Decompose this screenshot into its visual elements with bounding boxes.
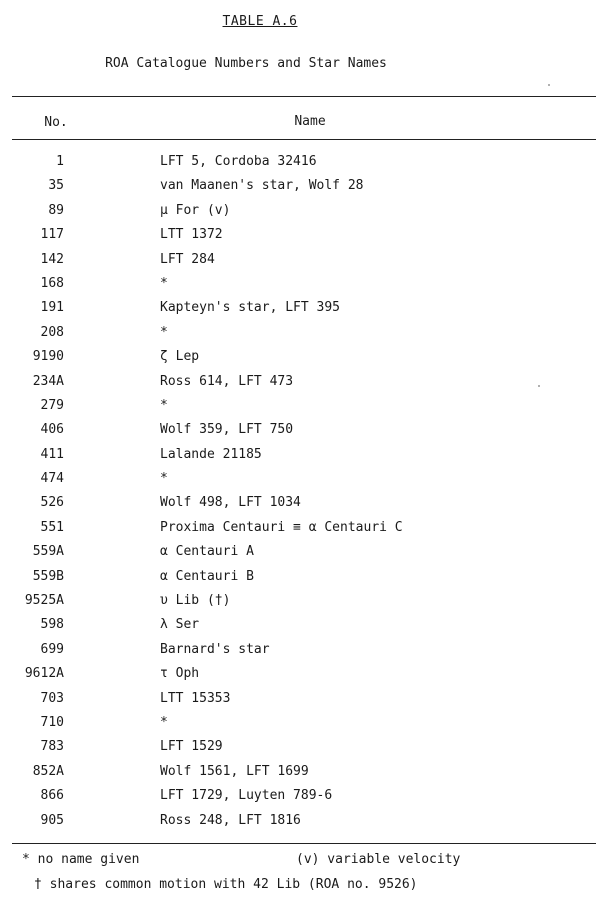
bottom-rule — [12, 843, 596, 844]
star-name: * — [160, 275, 168, 291]
catalogue-number: 559B — [32, 568, 64, 584]
table-title: TABLE A.6 — [222, 14, 298, 29]
catalogue-number: 35 — [48, 178, 64, 194]
table-row — [0, 418, 604, 442]
star-name: Ross 614, LFT 473 — [160, 373, 294, 389]
star-name: α Centauri A — [160, 544, 254, 560]
star-name: * — [160, 324, 168, 340]
catalogue-number: 9612A — [24, 666, 64, 682]
column-header-no: No. — [44, 115, 68, 130]
star-name: Lalande 21185 — [160, 446, 262, 462]
catalogue-number: 9190 — [32, 349, 64, 365]
star-name: τ Oph — [160, 666, 200, 682]
star-name: LTT 15353 — [160, 690, 231, 706]
catalogue-number: 142 — [40, 251, 64, 267]
catalogue-number: 234A — [32, 373, 64, 389]
catalogue-number: 89 — [48, 202, 64, 218]
catalogue-number: 526 — [40, 495, 64, 511]
table-row — [0, 662, 604, 686]
table-row — [0, 491, 604, 515]
catalogue-number: 866 — [40, 788, 64, 804]
table-row — [0, 272, 604, 296]
table-row — [0, 223, 604, 247]
catalogue-number: 191 — [40, 300, 64, 316]
table-row — [0, 735, 604, 759]
catalogue-number: 598 — [40, 617, 64, 633]
star-name: Barnard's star — [160, 641, 270, 657]
star-name: Kapteyn's star, LFT 395 — [160, 300, 341, 316]
star-name: LFT 1529 — [160, 739, 223, 755]
star-name: LFT 1729, Luyten 789-6 — [160, 788, 333, 804]
catalogue-number: 474 — [40, 471, 64, 487]
catalogue-number: 406 — [40, 422, 64, 438]
table-row — [0, 199, 604, 223]
footnote-common-motion: † shares common motion with 42 Lib (ROA no. 9526) — [34, 877, 418, 892]
catalogue-number: 117 — [40, 227, 64, 243]
table-row — [0, 613, 604, 637]
star-name: LTT 1372 — [160, 227, 223, 243]
star-name: υ Lib (†) — [160, 593, 231, 609]
table-row — [0, 565, 604, 589]
catalogue-number: 852A — [32, 763, 64, 779]
catalogue-number: 551 — [40, 519, 64, 535]
table-row — [0, 589, 604, 613]
star-name: LFT 284 — [160, 251, 215, 267]
table-row — [0, 345, 604, 369]
catalogue-number: 1 — [56, 154, 64, 169]
table-row — [0, 638, 604, 662]
star-name: * — [160, 397, 168, 413]
catalogue-number: 905 — [40, 812, 64, 828]
star-name: Wolf 498, LFT 1034 — [160, 495, 301, 511]
table-row — [0, 321, 604, 345]
table-body — [0, 150, 604, 833]
column-header-name: Name — [294, 114, 326, 129]
catalogue-number: 168 — [40, 275, 64, 291]
star-name: Wolf 1561, LFT 1699 — [160, 763, 309, 779]
table-row — [0, 467, 604, 491]
table-row — [0, 174, 604, 198]
header-rule — [12, 139, 596, 140]
star-name: * — [160, 714, 168, 730]
table-row — [0, 370, 604, 394]
catalogue-number: 783 — [40, 739, 64, 755]
star-name: Wolf 359, LFT 750 — [160, 422, 294, 438]
star-name: Ross 248, LFT 1816 — [160, 812, 301, 828]
star-name: Proxima Centauri ≡ α Centauri C — [160, 519, 403, 535]
table-row — [0, 248, 604, 272]
table-row — [0, 150, 604, 174]
table-row — [0, 809, 604, 833]
catalogue-number: 279 — [40, 397, 64, 413]
table-row — [0, 760, 604, 784]
star-name: α Centauri B — [160, 568, 254, 584]
scan-speck — [538, 385, 540, 387]
table-row — [0, 296, 604, 320]
catalogue-number: 9525A — [24, 593, 64, 609]
star-name: * — [160, 471, 168, 487]
catalogue-number: 411 — [40, 446, 64, 462]
table-row — [0, 516, 604, 540]
table-row — [0, 687, 604, 711]
star-name: μ For (v) — [160, 202, 231, 218]
catalogue-number: 559A — [32, 544, 64, 560]
table-row — [0, 540, 604, 564]
catalogue-number: 699 — [40, 641, 64, 657]
table-row — [0, 711, 604, 735]
star-name: LFT 5, Cordoba 32416 — [160, 154, 317, 169]
catalogue-number: 703 — [40, 690, 64, 706]
catalogue-number: 710 — [40, 714, 64, 730]
table-row — [0, 394, 604, 418]
scan-speck — [548, 84, 550, 86]
table-row — [0, 784, 604, 808]
footnote-no-name: * no name given — [22, 852, 140, 867]
table-subtitle: ROA Catalogue Numbers and Star Names — [105, 56, 387, 71]
top-rule — [12, 96, 596, 97]
star-name: ζ Lep — [160, 349, 200, 365]
catalogue-number: 208 — [40, 324, 64, 340]
footnote-variable-velocity: (v) variable velocity — [296, 852, 461, 867]
star-name: λ Ser — [160, 617, 200, 633]
table-row — [0, 443, 604, 467]
star-name: van Maanen's star, Wolf 28 — [160, 178, 364, 194]
